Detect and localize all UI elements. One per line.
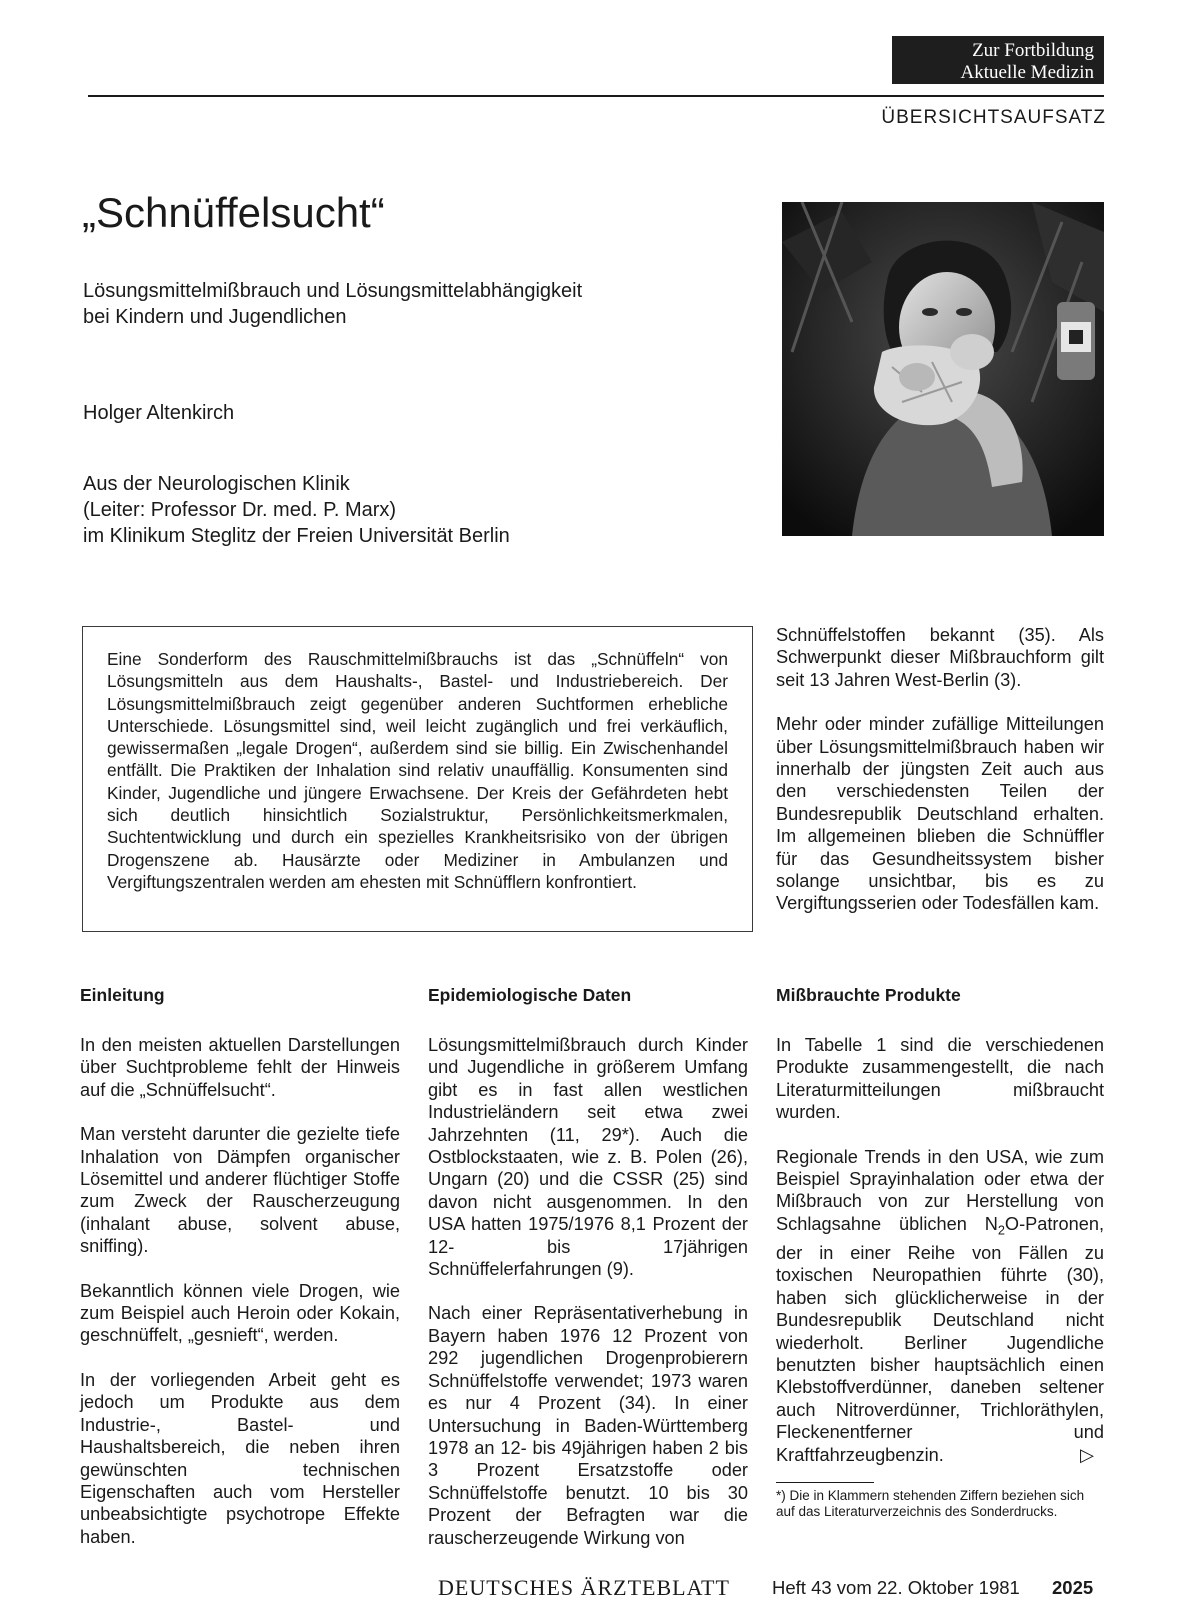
article-subtitle	[83, 278, 723, 330]
paragraph: Nach einer Repräsentativerhebung in Bayern haben 1976 12 Prozent von 292 jugendlichen Drogenprobierern Schnüffelstoffe verwendet; 1973 waren es nur 4 Prozent (34). In einer Untersuchung in Baden-Württemberg 1978 an 12- bis 49jährigen haben 2 bis 3 Prozent Ersatzstoffe oder Schnüffelstoffe benutzt. 10 bis 30 Prozent der Befragten war die rauscherzeugende Wirkung von	[428, 1303, 748, 1548]
heading-einleitung: Einleitung	[80, 985, 165, 1005]
article-photo	[782, 202, 1104, 536]
author-affiliation	[83, 471, 510, 549]
triangle-right-icon: ▷	[1080, 1444, 1094, 1465]
paragraph: Bekanntlich können viele Drogen, wie zum Beispiel auch Heroin oder Kokain, geschnüffelt, „gesnieft“, werden.	[80, 1280, 400, 1346]
text-run: O-Patronen, der in einer Reihe von Fällen zu toxischen Neuropathien führte (30), haben sich glücklicherweise in der Bundesrepublik Deutschland nicht wiederholt. Berliner Jugendliche benutzten bisher hauptsächlich einen Klebstoffverdünner, daneben seltener auch Nitroverdünner, Trichloräthylen, Fleckenentferner und Kraftfahrzeugbenzin.	[776, 1213, 1104, 1465]
footer-journal: DEUTSCHES ÄRZTEBLATT	[438, 1575, 730, 1600]
right-column-top	[776, 624, 1104, 937]
article-title: „Schnüffelsucht“	[82, 189, 385, 236]
footer-issue: Heft 43 vom 22. Oktober 1981	[772, 1577, 1020, 1598]
heading-produkte: Mißbrauchte Produkte	[776, 985, 961, 1005]
header-rule	[88, 95, 1104, 97]
abstract-text: Eine Sonderform des Rauschmittelmißbrauchs ist das „Schnüffeln“ von Lösungsmitteln aus dem Haushalts-, Bastel- und Industriebereich. Der Lösungsmittelmißbrauch zeigt gegenüber anderen Suchtformen erhebliche Unterschiede. Lösungsmittel sind, weil leicht zugänglich und frei verkäuflich, gewissermaßen „legale Drogen“, außerdem sind sie billig. Ein Zwischenhandel entfällt. Die Praktiken der Inhalation sind relativ unauffällig. Konsumenten sind Kinder, Jugendliche und jüngere Erwachsene. Der Kreis der Gefährdeten hebt sich deutlich hinsichtlich Sozialstruktur, Persönlichkeitsmerkmalen, Suchtentwicklung und durch ein spezielles Krankheitsrisiko von der übrigen Drogenszene ab. Hausärzte oder Mediziner in Ambulanzen und Vergiftungszentralen werden am ehesten mit Schnüfflern konfrontiert.	[107, 649, 728, 892]
affiliation-line-3: im Klinikum Steglitz der Freien Universität Berlin	[83, 525, 510, 547]
article-author: Holger Altenkirch	[83, 402, 235, 424]
affiliation-line-2: (Leiter: Professor Dr. med. P. Marx)	[83, 499, 397, 521]
column-produkte	[776, 1034, 1104, 1488]
column-epidemiologie	[428, 1034, 748, 1571]
heading-epidemiologie: Epidemiologische Daten	[428, 985, 632, 1005]
badge-line-1: Zur Fortbildung	[972, 40, 1094, 61]
paragraph: Mehr oder minder zufällige Mitteilungen über Lösungsmittelmißbrauch haben wir innerhalb der jüngsten Zeit auch aus den verschiedensten Teilen der Bundesrepublik Deutschland erhalten. Im allgemeinen blieben die Schnüffler für das Gesundheitssystem bisher solange unsichtbar, bis es zu Vergiftungsserien oder Todesfällen kam.	[776, 714, 1104, 914]
section-label: ÜBERSICHTSAUFSATZ	[881, 107, 1106, 128]
page-number: 2025	[1052, 1577, 1094, 1598]
subscript: 2	[997, 1222, 1005, 1238]
paragraph: Schnüffelstoffen bekannt (35). Als Schwerpunkt dieser Mißbrauchform gilt seit 13 Jahren West-Berlin (3).	[776, 625, 1104, 690]
affiliation-line-1: Aus der Neurologischen Klinik	[83, 473, 350, 495]
paragraph: Lösungsmittelmißbrauch durch Kinder und Jugendliche in größerem Umfang gibt es in fast allen westlichen Industrieländern seit etwa zwei Jahrzehnten (11, 29*). Auch die Ostblockstaaten, wie z. B. Polen (26), Ungarn (20) und die CSSR (25) sind davon nicht ausgenommen. In den USA hatten 1975/1976 8,1 Prozent der 12- bis 17jährigen Schnüffelerfahrungen (9).	[428, 1035, 748, 1280]
footnote: *) Die in Klammern stehenden Ziffern beziehen sich auf das Literaturverzeichnis des Sonderdrucks.	[776, 1488, 1085, 1519]
subtitle-line-2: bei Kindern und Jugendlichen	[83, 306, 347, 328]
footnote-rule	[776, 1482, 874, 1483]
paragraph: In den meisten aktuellen Darstellungen über Suchtprobleme fehlt der Hinweis auf die „Schnüffelsucht“.	[80, 1035, 400, 1100]
paragraph: In der vorliegenden Arbeit geht es jedoch um Produkte aus dem Industrie-, Bastel- und Haushaltsbereich, die neben ihren gewünschten technischen Eigenschaften auch vom Hersteller unbeabsichtigte psychotrope Effekte haben.	[80, 1369, 400, 1547]
badge-line-2: Aktuelle Medizin	[960, 62, 1094, 83]
paragraph: Man versteht darunter die gezielte tiefe Inhalation von Dämpfen organischer Lösemittel und anderer flüchtiger Stoffe zum Zweck der Rauscherzeugung (inhalant abuse, solvent abuse, sniffing).	[80, 1124, 400, 1257]
text-run: Regionale Trends in den USA, wie zum Beispiel Sprayinhalation oder etwa der Mißbrauch von zur Herstellung von Schlagsahne üblichen N	[776, 1146, 1104, 1234]
subtitle-line-1: Lösungsmittelmißbrauch und Lösungsmittelabhängigkeit	[83, 280, 583, 302]
paragraph: In Tabelle 1 sind die verschiedenen Produkte zusammengestellt, die nach Literaturmitteilungen mißbraucht wurden.	[776, 1035, 1104, 1123]
paragraph	[776, 1146, 1104, 1466]
section-badge	[892, 36, 1104, 84]
column-einleitung	[80, 1034, 400, 1570]
